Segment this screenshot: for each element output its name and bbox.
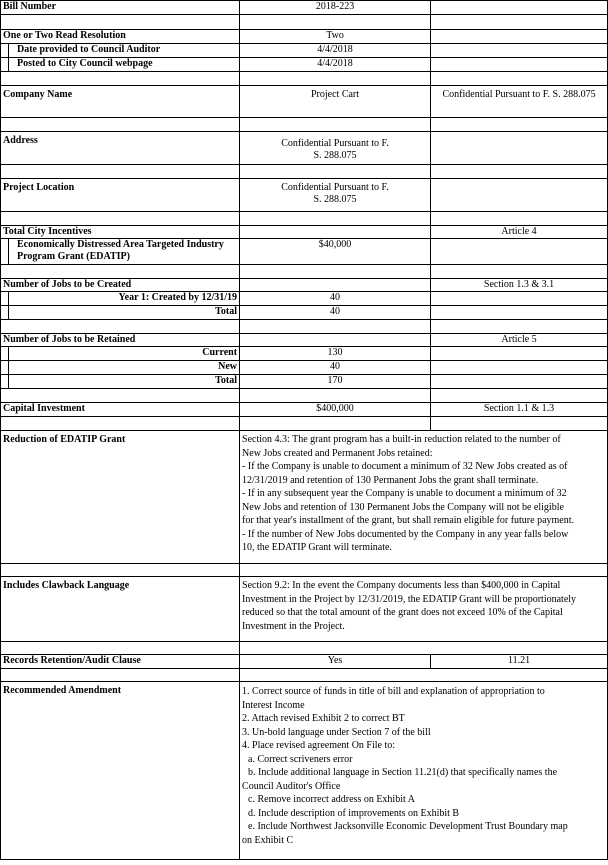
jobs-created-year1-value: 40 (240, 292, 431, 306)
jobs-retained-current-value: 130 (240, 347, 431, 361)
reduction-line: New Jobs created and Permanent Jobs retained: (242, 447, 433, 459)
amendment-line: Interest Income (242, 699, 305, 711)
jobs-retained-note: Article 5 (431, 334, 608, 347)
amendment-line: c. Remove incorrect address on Exhibit A (248, 794, 415, 805)
total-city-incentives-note: Article 4 (431, 226, 608, 239)
clawback-line: reduced so that the total amount of the grant does not exceed 10% of the Capital (242, 607, 563, 618)
jobs-retained-new-value: 40 (240, 361, 431, 375)
reduction-line: New Jobs and retention of 130 Permanent Jobs the Company will not be eligible (242, 501, 564, 513)
reduction-line: Section 4.3: The grant program has a built-in reduction related to the number of (242, 434, 561, 445)
amendment-line: e. Include Northwest Jacksonville Economic Development Trust Boundary map (248, 821, 568, 832)
reduction-line: for that year's installment of the grant, but shall remain eligible for future payment. (242, 515, 575, 526)
posted-label: Posted to City Council webpage (9, 58, 240, 72)
date-provided-value: 4/4/2018 (240, 44, 431, 58)
reduction-line: 12/31/2019 and retention of 130 Permanent Jobs the grant shall terminate. (242, 474, 539, 486)
reduction-line: 10, the EDATIP Grant will terminate. (242, 542, 392, 553)
records-retention-note: 11.21 (431, 655, 608, 669)
company-name-value: Project Cart (240, 86, 431, 118)
clawback-line: Investment in the Project by 12/31/2019, the EDATIP Grant will be proportionately (242, 593, 577, 605)
amendment-line: 1. Correct source of funds in title of bill and explanation of appropriation to (242, 686, 545, 697)
jobs-retained-label: Number of Jobs to be Retained (1, 334, 240, 347)
reduction-label: Reduction of EDATIP Grant (1, 431, 240, 564)
capital-investment-label: Capital Investment (1, 403, 240, 417)
amendment-line: Council Auditor's Office (242, 780, 341, 792)
reduction-line: - If the number of New Jobs documented by the Company in any year falls below (242, 528, 569, 540)
recommended-amendment-text (240, 682, 608, 860)
capital-investment-note: Section 1.1 & 1.3 (431, 403, 608, 417)
jobs-retained-current-label: Current (9, 347, 240, 361)
read-resolution-label: One or Two Read Resolution (1, 30, 240, 44)
date-provided-label: Date provided to Council Auditor (9, 44, 240, 58)
clawback-line: Section 9.2: In the event the Company documents less than $400,000 in Capital (242, 580, 561, 591)
project-location-label: Project Location (1, 179, 240, 212)
amendment-line: 2. Attach revised Exhibit 2 to correct BT (242, 713, 405, 724)
clawback-text (240, 577, 608, 642)
edatip-program-label: Economically Distressed Area Targeted Industry Program Grant (EDATIP) (9, 239, 240, 265)
clawback-line: Investment in the Project. (242, 620, 345, 632)
amendment-line: d. Include description of improvements on Exhibit B (248, 807, 460, 819)
company-name-note: Confidential Pursuant to F. S. 288.075 (431, 86, 608, 118)
jobs-retained-total-label: Total (9, 375, 240, 389)
company-name-label: Company Name (1, 86, 240, 118)
reduction-line: - If in any subsequent year the Company is unable to document a minimum of 32 (242, 488, 567, 499)
project-location-value: Confidential Pursuant to F. S. 288.075 (240, 179, 431, 212)
amendment-line: on Exhibit C (242, 834, 294, 846)
amendment-line: 4. Place revised agreement On File to: (242, 740, 396, 751)
read-resolution-value: Two (240, 30, 431, 44)
jobs-retained-total-value: 170 (240, 375, 431, 389)
address-value: Confidential Pursuant to F. S. 288.075 (240, 132, 431, 165)
bill-number-label: Bill Number (1, 1, 240, 15)
address-label: Address (1, 132, 240, 165)
edatip-program-value: $40,000 (240, 239, 431, 265)
clawback-label: Includes Clawback Language (1, 577, 240, 642)
total-city-incentives-label: Total City Incentives (1, 226, 240, 239)
jobs-retained-new-label: New (9, 361, 240, 375)
amendment-line: 3. Un-bold language under Section 7 of the bill (242, 726, 431, 738)
jobs-created-year1-label: Year 1: Created by 12/31/19 (9, 292, 240, 306)
capital-investment-value: $400,000 (240, 403, 431, 417)
posted-value: 4/4/2018 (240, 58, 431, 72)
records-retention-label: Records Retention/Audit Clause (1, 655, 240, 669)
jobs-created-total-label: Total (9, 306, 240, 320)
jobs-created-total-value: 40 (240, 306, 431, 320)
reduction-text (240, 431, 608, 564)
records-retention-value: Yes (240, 655, 431, 669)
amendment-line: a. Correct scriveners error (248, 753, 353, 765)
recommended-amendment-label: Recommended Amendment (1, 682, 240, 860)
jobs-created-note: Section 1.3 & 3.1 (431, 279, 608, 292)
bill-number-value: 2018-223 (240, 1, 431, 15)
jobs-created-label: Number of Jobs to be Created (1, 279, 240, 292)
amendment-line: b. Include additional language in Section 11.21(d) that specifically names the (248, 767, 558, 778)
reduction-line: - If the Company is unable to document a minimum of 32 New Jobs created as of (242, 461, 568, 472)
